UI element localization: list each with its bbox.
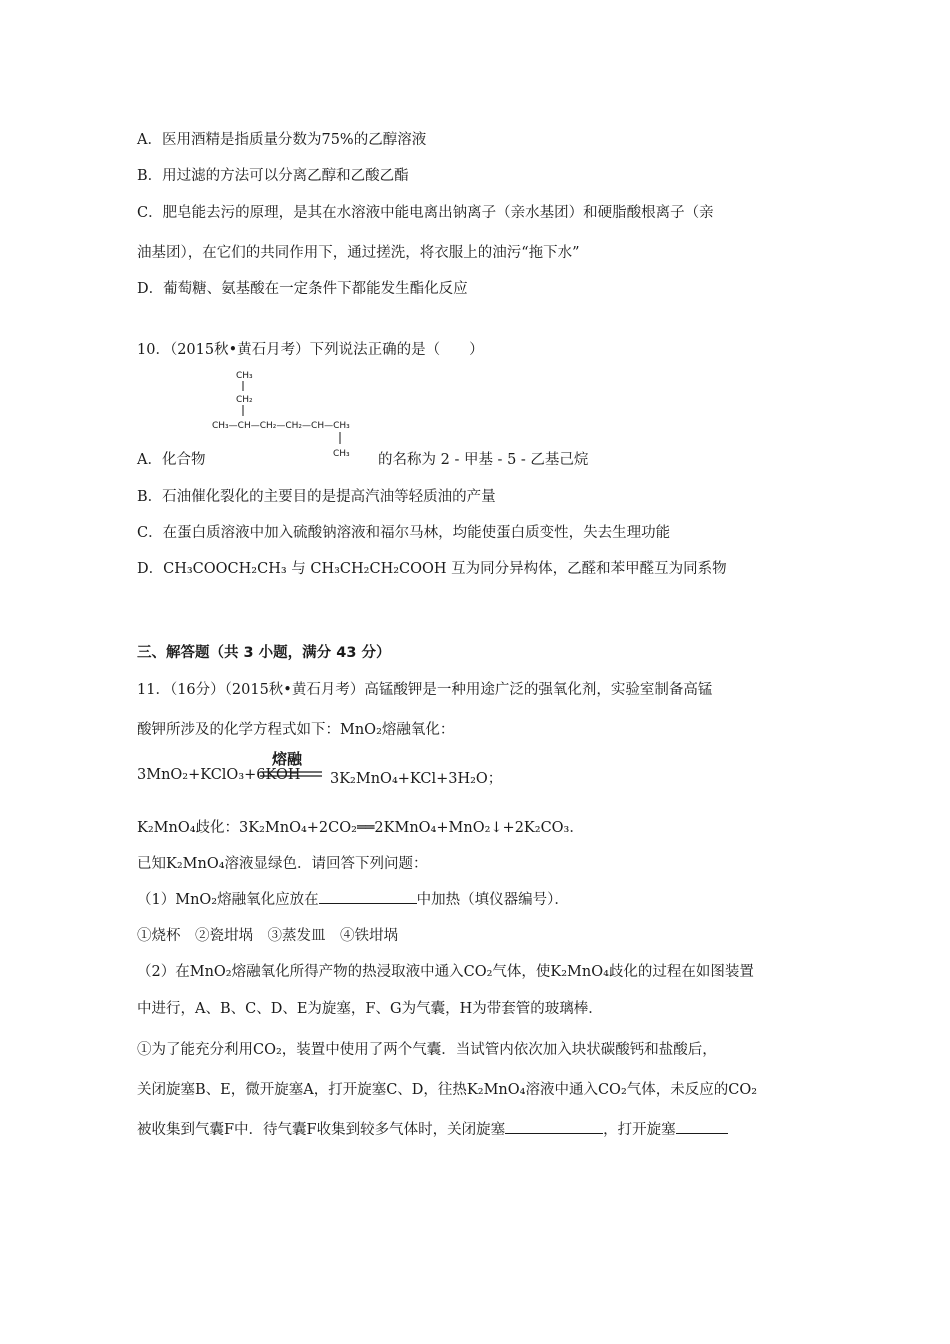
part2-sub3-prefix: 被收集到气囊F中．待气囊F收集到较多气体时，关闭旋塞 [137, 1122, 506, 1138]
answer-blank-2[interactable] [505, 1119, 603, 1134]
q10-stem: 10．（2015秋•黄石月考）下列说法正确的是（ ） [137, 342, 484, 358]
structural-formula-image [212, 366, 382, 462]
answer-blank-3[interactable] [676, 1119, 728, 1134]
part1-options: ①烧杯 ②瓷坩埚 ③蒸发皿 ④铁坩埚 [137, 928, 398, 944]
equation-1-right: 3K₂MnO₄+KCl+3H₂O； [330, 771, 503, 787]
answer-blank-1[interactable] [319, 889, 417, 904]
q10-option-d: D．CH₃COOCH₂CH₃ 与 CH₃CH₂CH₂COOH 互为同分异构体，乙醛和苯甲醛互为同系物 [137, 561, 727, 577]
part1-question [137, 888, 569, 909]
q9-option-d: D．葡萄糖、氨基酸在一定条件下都能发生酯化反应 [137, 281, 468, 297]
part1-prefix: （1）MnO₂熔融氧化应放在 [137, 892, 319, 908]
struct-bottom-ch3: CH₃ [333, 449, 350, 459]
equation-2: K₂MnO₄歧化：3K₂MnO₄+2CO₂══2KMnO₄+MnO₂↓+2K₂CO₃． [137, 820, 584, 836]
part2-sub2: 关闭旋塞B、E，微开旋塞A，打开旋塞C、D，往热K₂MnO₄溶液中通入CO₂气体，未反应的CO₂ [137, 1082, 758, 1098]
q11-line2: 酸钾所涉及的化学方程式如下：MnO₂熔融氧化： [137, 722, 455, 738]
q10-option-a-suffix: 的名称为 2 - 甲基 - 5 - 乙基己烷 [378, 452, 589, 468]
struct-top-ch3: CH₃ [236, 371, 253, 381]
q9-option-a: A．医用酒精是指质量分数为75%的乙醇溶液 [137, 132, 427, 148]
part1-suffix: 中加热（填仪器编号）． [416, 892, 569, 908]
part2-sub3-mid: ，打开旋塞 [603, 1122, 676, 1138]
q9-option-c-line2: 油基团），在它们的共同作用下，通过搓洗，将衣服上的油污“拖下水” [137, 245, 580, 261]
known-condition: 已知K₂MnO₄溶液显绿色．请回答下列问题： [137, 856, 428, 872]
struct-main-chain: CH₃—CH—CH₂—CH₂—CH—CH₃ [212, 421, 350, 431]
double-line-arrow [258, 748, 328, 788]
part2-line1: （2）在MnO₂熔融氧化所得产物的热浸取液中通入CO₂气体，使K₂MnO₄歧化的过程在如图装置 [137, 964, 754, 980]
q9-option-b: B．用过滤的方法可以分离乙醇和乙酸乙酯 [137, 168, 409, 184]
struct-top-ch2: CH₂ [236, 395, 253, 405]
part2-sub1: ①为了能充分利用CO₂，装置中使用了两个气囊．当试管内依次加入块状碳酸钙和盐酸后， [137, 1042, 717, 1058]
q9-option-c-line1: C．肥皂能去污的原理，是其在水溶液中能电离出钠离子（亲水基团）和硬脂酸根离子（亲 [137, 205, 714, 221]
condition-label: 熔融 [272, 750, 303, 768]
q10-option-c: C．在蛋白质溶液中加入硫酸钠溶液和福尔马林，均能使蛋白质变性，失去生理功能 [137, 525, 671, 541]
part2-line2: 中进行，A、B、C、D、E为旋塞，F、G为气囊，H为带套管的玻璃棒． [137, 1001, 603, 1017]
equation-1-left: 3MnO₂+KClO₃+6KOH [137, 767, 301, 783]
part2-sub3 [137, 1118, 728, 1139]
q10-option-a-prefix: A．化合物 [137, 452, 206, 468]
q11-line1: 11．（16分）（2015秋•黄石月考）高锰酸钾是一种用途广泛的强氧化剂，实验室制备高锰 [137, 682, 713, 698]
section-heading: 三、解答题（共 3 小题，满分 43 分） [137, 645, 391, 661]
q10-option-b: B．石油催化裂化的主要目的是提高汽油等轻质油的产量 [137, 489, 496, 505]
